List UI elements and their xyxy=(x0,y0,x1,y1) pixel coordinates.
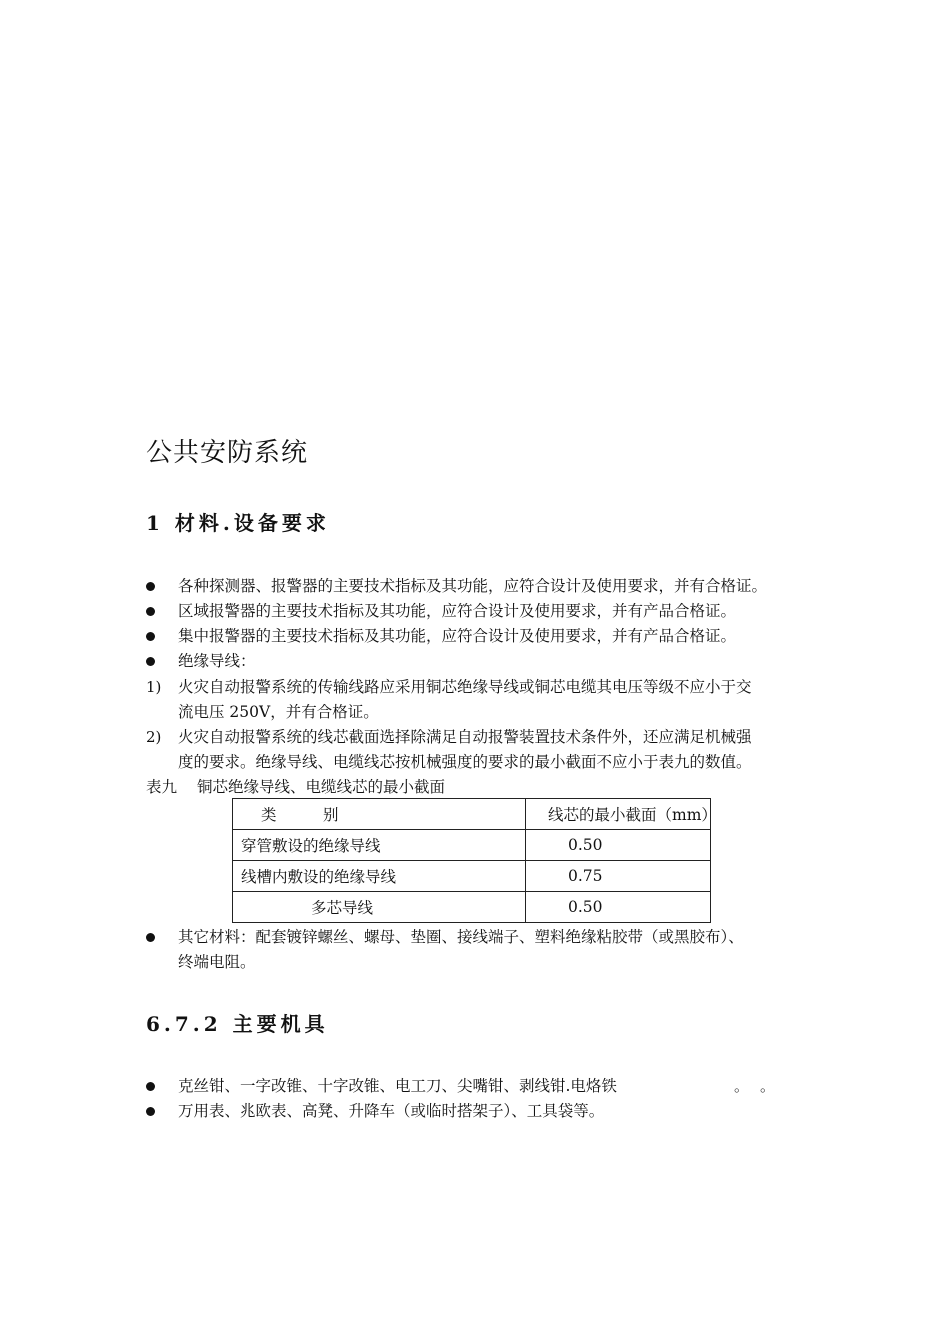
list-item-continuation: 终端电阻。 xyxy=(178,953,256,971)
table-cell: 0.50 xyxy=(526,892,711,923)
bullet-icon xyxy=(146,1082,155,1091)
list-item: 其它材料：配套镀锌螺丝、螺母、垫圈、接线端子、塑料绝缘粘胶带（或黑胶布）、 xyxy=(178,928,744,946)
bullet-icon xyxy=(146,582,155,591)
trailing-mark: 。 xyxy=(760,1077,776,1095)
list-item: 各种探测器、报警器的主要技术指标及其功能，应符合设计及使用要求，并有合格证。 xyxy=(178,577,768,595)
section-heading-materials: 1 材料.设备要求 xyxy=(146,511,330,535)
list-number: 1) xyxy=(146,678,162,696)
bullet-icon xyxy=(146,1107,155,1116)
bullet-icon xyxy=(146,657,155,666)
table-cell: 多芯导线 xyxy=(233,892,526,923)
bullet-icon xyxy=(146,632,155,641)
table-caption-text: 铜芯绝缘导线、电缆线芯的最小截面 xyxy=(197,778,446,796)
numbered-item-line: 流电压 250V，并有合格证。 xyxy=(178,703,379,721)
section-heading-tools: 6.7.2 主要机具 xyxy=(146,1012,329,1036)
list-item: 绝缘导线： xyxy=(178,652,256,670)
table-caption xyxy=(146,776,445,798)
numbered-item-line: 火灾自动报警系统的传输线路应采用铜芯绝缘导线或铜芯电缆其电压等级不应小于交 xyxy=(178,678,752,696)
page-title: 公共安防系统 xyxy=(146,438,309,468)
table-cell: 穿管敷设的绝缘导线 xyxy=(233,830,526,861)
min-cross-section-table xyxy=(232,798,717,923)
table-row xyxy=(233,892,711,923)
table-cell: 0.50 xyxy=(526,830,711,861)
bullet-icon xyxy=(146,607,155,616)
table-cell: 0.75 xyxy=(526,861,711,892)
table-row xyxy=(233,861,711,892)
list-item: 克丝钳、一字改锥、十字改锥、电工刀、尖嘴钳、剥线钳.电烙铁 xyxy=(178,1077,617,1095)
table-cell: 线槽内敷设的绝缘导线 xyxy=(233,861,526,892)
list-item: 万用表、兆欧表、高凳、升降车（或临时搭架子）、工具袋等。 xyxy=(178,1102,605,1120)
trailing-mark: 。 xyxy=(734,1077,750,1095)
table-header-row xyxy=(233,799,711,830)
table-row xyxy=(233,830,711,861)
table-header-cell: 线芯的最小截面（mm） xyxy=(526,799,711,830)
table-header-cell: 类 别 xyxy=(233,799,526,830)
bullet-icon xyxy=(146,933,155,942)
numbered-item-line: 火灾自动报警系统的线芯截面选择除满足自动报警装置技术条件外，还应满足机械强 xyxy=(178,728,752,746)
list-number: 2) xyxy=(146,728,162,746)
numbered-item-line: 度的要求。绝缘导线、电缆线芯按机械强度的要求的最小截面不应小于表九的数值。 xyxy=(178,753,752,771)
table-caption-label: 表九 xyxy=(146,778,178,796)
list-item: 集中报警器的主要技术指标及其功能，应符合设计及使用要求，并有产品合格证。 xyxy=(178,627,737,645)
list-item: 区域报警器的主要技术指标及其功能，应符合设计及使用要求，并有产品合格证。 xyxy=(178,602,737,620)
